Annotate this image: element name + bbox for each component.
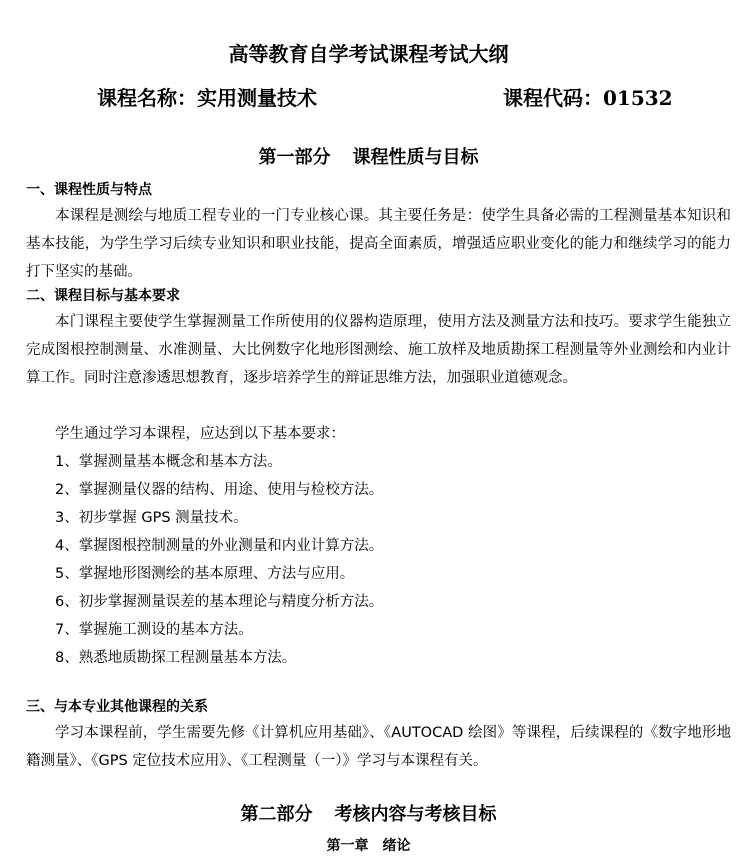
part-two-label: 第二部分 (240, 804, 313, 825)
course-code: 课程代码：01532 (503, 86, 673, 110)
list-item: 8、熟悉地质勘探工程测量基本方法。 (55, 650, 297, 666)
part-two-title (0, 802, 737, 828)
list-item: 1、掌握测量基本概念和基本方法。 (55, 454, 282, 470)
document-title: 高等教育自学考试课程考试大纲 (228, 42, 509, 66)
section-heading-relations: 三、与本专业其他课程的关系 (26, 699, 208, 715)
section-heading-goals: 二、课程目标与基本要求 (26, 288, 180, 304)
course-name: 课程名称：实用测量技术 (97, 86, 317, 110)
list-item: 2、掌握测量仪器的结构、用途、使用与检校方法。 (55, 482, 384, 498)
list-item: 6、初步掌握测量误差的基本理论与精度分析方法。 (55, 594, 384, 610)
section-nature-body: 本课程是测绘与地质工程专业的一门专业核心课。其主要任务是：使学生具备必需的工程测量基本知识和基本技能，为学生学习后续专业知识和职业技能，提高全面素质，增强适应职业变化的能力和继续学习的能力打下坚实的基础。 (26, 208, 731, 280)
section-goals-intro: 学生通过学习本课程，应达到以下基本要求： (55, 426, 345, 442)
list-item: 3、初步掌握 GPS 测量技术。 (55, 510, 248, 526)
section-heading-nature: 一、课程性质与特点 (26, 182, 152, 198)
list-item: 5、掌握地形图测绘的基本原理、方法与应用。 (55, 566, 355, 582)
part-one-label: 第一部分 (258, 147, 331, 168)
section-relations-body: 学习本课程前，学生需要先修《计算机应用基础》、《AUTOCAD 绘图》等课程，后续课程的《数字地形地籍测量》、《GPS 定位技术应用》、《工程测量（一）》学习与本课程有关。 (26, 725, 731, 769)
part-two-name: 考核内容与考核目标 (334, 804, 497, 825)
chapter-one-label: 第一章 (326, 838, 369, 854)
list-item: 7、掌握施工测设的基本方法。 (55, 622, 253, 638)
part-one-name: 课程性质与目标 (352, 147, 479, 168)
section-goals-body: 本门课程主要使学生掌握测量工作所使用的仪器构造原理，使用方法及测量方法和技巧。要求学生能独立完成图根控制测量、水准测量、大比例数字化地形图测绘、施工放样及地质勘探工程测量等外业测绘和内业计算工作。同时注意渗透思想教育，逐步培养学生的辩证思维方法，加强职业道德观念。 (26, 314, 731, 386)
chapter-one-name: 绪论 (382, 838, 411, 854)
chapter-one-title (0, 836, 737, 856)
requirements-list (55, 448, 383, 672)
list-item: 4、掌握图根控制测量的外业测量和内业计算方法。 (55, 538, 384, 554)
part-one-title (0, 145, 737, 171)
